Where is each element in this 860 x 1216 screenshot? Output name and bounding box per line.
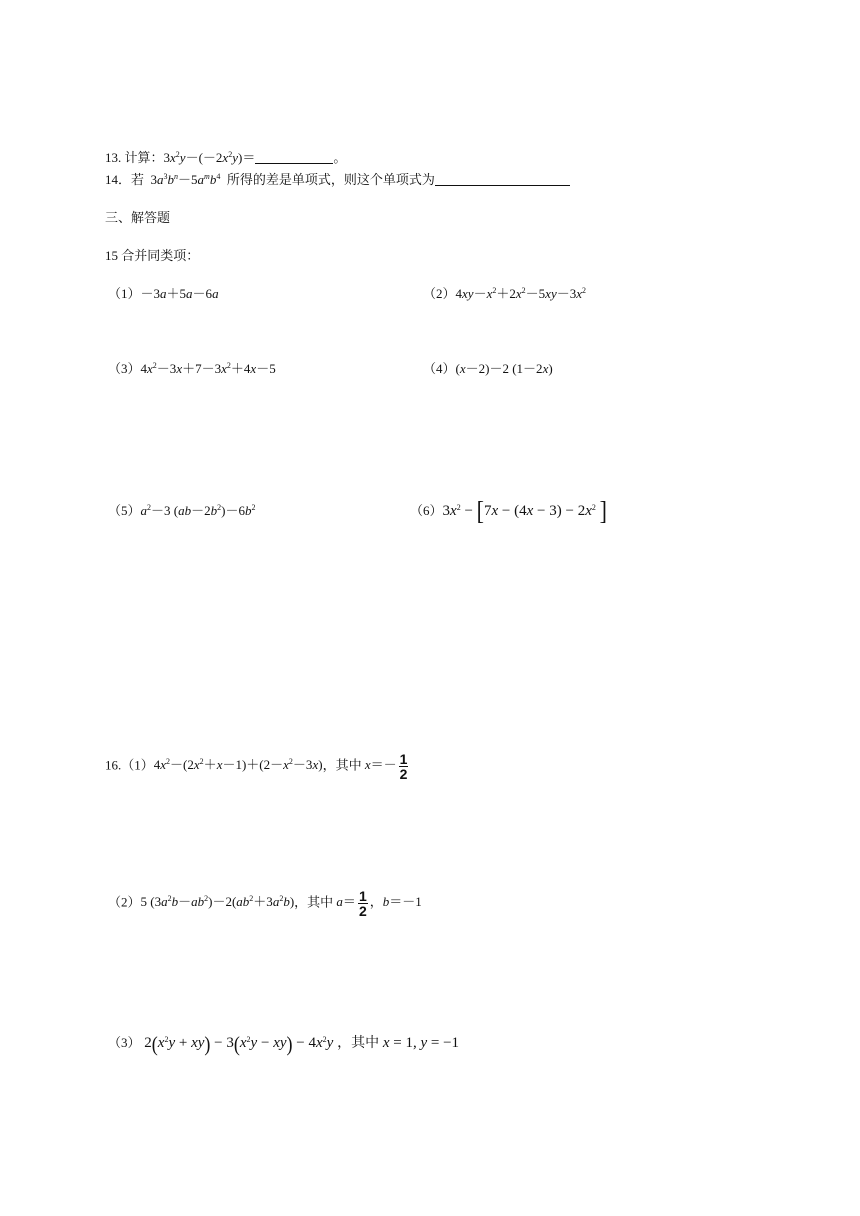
q16-item-2: [108, 889, 422, 918]
q15-item-2: [423, 286, 586, 302]
question-13: [105, 150, 346, 166]
given-values: a＝ $\frac{1}{2}$ ，b＝－1: [336, 888, 422, 919]
item-label: （2）: [423, 286, 456, 301]
item-expression: $a^2-3$ $(ab-2b^2)-6b^2$: [140, 503, 256, 518]
q15-item-3: [108, 361, 276, 377]
item-expression: 5 $(3a^2b-ab^2)-2(ab^2+3a^2b)$: [140, 894, 295, 910]
item-expression: (x－2)－2 (1－2x): [455, 361, 553, 376]
given-values: x = 1, y = −1: [382, 1035, 460, 1051]
section-heading: 三、解答题: [105, 210, 171, 225]
item-label: （5）: [108, 503, 141, 518]
item-expression: $4xy-x^2+2x^2-5xy-3x^2$: [455, 286, 587, 301]
item-label: （3）: [108, 361, 141, 376]
q16-item-1: [105, 752, 410, 781]
q15-item-5: [108, 503, 255, 519]
q13-expression: $3x^2y-(-2x^2y)=$: [163, 150, 256, 165]
q14-answer-blank[interactable]: [435, 173, 570, 186]
condition-text: ，其中: [294, 894, 334, 910]
q13-answer-blank[interactable]: [255, 151, 333, 164]
q14-expression: $3a^3b^n-5a^mb^4$: [150, 172, 221, 187]
item-label: （3）: [108, 1035, 141, 1050]
item-label: 16.（1）: [105, 757, 154, 773]
q15-item-6: [410, 495, 607, 526]
fraction-one-half: $\frac{1}{2}$: [399, 751, 408, 782]
q13-suffix: 。: [333, 150, 347, 165]
item-label: （1）: [108, 286, 141, 301]
item-expression: $4x^2-3x+7-3x^2+4x-5$: [140, 361, 276, 376]
question-14: [105, 172, 570, 188]
question-15-title: 15 合并同类项：: [105, 248, 200, 263]
q14-middle-text: 所得的差是单项式，则这个单项式为: [226, 172, 435, 187]
given-values: x＝－ $\frac{1}{2}$: [364, 751, 408, 782]
item-expression: $3x^2 - [7x - (4x - 3) - 2x^2$ ]: [442, 495, 607, 526]
q13-prefix: 13. 计算：: [105, 150, 164, 165]
item-expression: －3a＋5a－6a: [140, 286, 219, 301]
q15-item-1: [108, 286, 219, 302]
item-expression: $2(x^2y + xy) - 3(x^2y - xy) - 4x^2y$: [144, 1032, 334, 1056]
condition-text: ，其中: [337, 1036, 380, 1051]
item-label: （2）: [108, 894, 141, 910]
q16-item-3: [108, 1032, 460, 1056]
q15-item-4: [423, 361, 553, 377]
item-expression: $4x^2-(2x^2+x-1)+(2-x^2-3x)$: [153, 757, 323, 773]
q14-prefix: 14．若: [105, 172, 145, 187]
item-label: （4）: [423, 361, 456, 376]
condition-text: ，其中: [322, 757, 362, 773]
item-label: （6）: [410, 503, 443, 518]
fraction-one-half: $\frac{1}{2}$: [358, 888, 367, 919]
